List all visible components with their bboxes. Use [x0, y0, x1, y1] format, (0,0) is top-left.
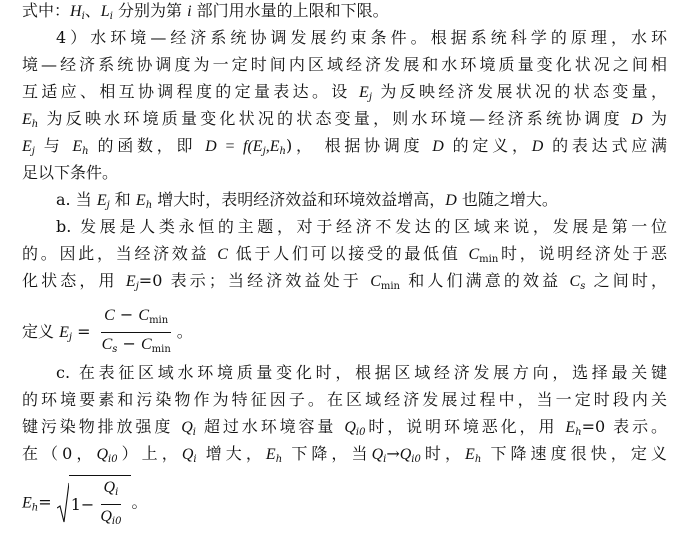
subscript: i	[193, 454, 197, 465]
text-span: 之间时，	[593, 271, 667, 290]
fraction-numerator: $C - C_{min}$	[101, 306, 171, 333]
text-line-7	[22, 162, 667, 184]
var-e: E	[72, 138, 83, 155]
var-e: E	[135, 192, 146, 209]
text-span: 时，	[420, 444, 466, 463]
subscript: min	[479, 254, 499, 265]
text-line-4	[22, 81, 667, 109]
text-span: 4）水环境—经济系统协调发展约束条件。根据系统科学的原理，水环	[56, 28, 667, 47]
subscript: j	[135, 281, 139, 292]
subscript: h	[474, 454, 482, 465]
var-e: E	[22, 138, 32, 155]
var-q: Q	[181, 446, 194, 463]
text-span: 增大时，表明经济效益和环境效益增高，	[157, 190, 446, 209]
text-span: =	[38, 492, 52, 512]
text-span: 时，说明经济处于恶	[498, 244, 667, 263]
var-c: C	[370, 273, 381, 290]
subscript: i0	[355, 427, 366, 438]
text-span: 足以下条件。	[22, 163, 119, 182]
fraction-ej	[99, 306, 174, 359]
text-span: =0 表示。	[581, 417, 667, 436]
text-span: 。	[176, 322, 193, 341]
subscript: i0	[108, 454, 118, 465]
text-span: 下降速度很快，定义	[490, 444, 667, 463]
subscript: i	[383, 454, 387, 465]
subscript: j	[106, 200, 110, 211]
text-span: 和人们满意的效益	[408, 271, 562, 290]
text-span: 增大，	[205, 444, 266, 463]
text-line-13	[22, 362, 667, 384]
var-e: E	[465, 446, 475, 463]
var-l: L	[100, 3, 110, 20]
text-line-12	[22, 306, 667, 360]
text-span: 和	[114, 190, 131, 209]
text-line-3	[22, 54, 667, 76]
var-e: E	[22, 111, 32, 128]
text-line-11	[22, 270, 667, 298]
var-h: H	[70, 3, 82, 20]
text-span: ， 根据协调度	[292, 136, 424, 155]
text-span: 也随之增大。	[461, 190, 558, 209]
text-line-2	[22, 27, 667, 49]
text-span: 为反映经济发展状况的状态变量，	[380, 82, 667, 101]
var-e: E	[125, 273, 136, 290]
var-d: D	[531, 138, 544, 155]
text-span: b. 发展是人类永恒的主题，对于经济不发达的区域来说，发展是第一位	[56, 217, 667, 236]
var-d: D	[432, 138, 444, 155]
formula-d: D = f(E	[205, 138, 263, 155]
text-span: 境—经济系统协调度为一定时间内区域经济发展和水环境质量变化状况之间相	[22, 55, 667, 74]
var-e: E	[359, 84, 369, 101]
text-span: a. 当	[56, 190, 92, 209]
var-q: Q	[371, 446, 384, 463]
var-i: i	[187, 3, 192, 20]
text-span: 的定义，	[452, 136, 532, 155]
text-span: 的环境要素和污染物作为特征因子。在区域经济发展过程中，当一定时段内关	[22, 390, 667, 409]
subscript: j	[68, 332, 72, 343]
text-span: 分别为第	[118, 1, 183, 20]
text-span: c. 在表征区域水环境质量变化时，根据区域经济发展方向，选择最关键	[56, 363, 667, 382]
text-span: 的函数，即	[97, 136, 197, 155]
fraction-denominator: $C_s - C_{min}$	[101, 334, 171, 355]
subscript: h	[575, 427, 582, 438]
text-span: 低于人们可以接受的最低值	[235, 244, 461, 263]
var-q: Q	[96, 446, 108, 463]
var-e: E	[565, 419, 576, 436]
text-span: 互适应、相互协调程度的定量表达。设	[22, 82, 351, 101]
text-span: 、	[84, 1, 101, 20]
subscript: h	[275, 454, 283, 465]
var-d: D	[631, 111, 643, 128]
text-line-5	[22, 108, 667, 136]
var-q: Q	[344, 419, 356, 436]
text-span: 为反映水环境质量变化状况的状态变量，则水环境—经济系统协调度	[46, 109, 623, 128]
text-span: 时，说明环境恶化，用	[365, 417, 558, 436]
text-span: 超过水环境容量	[203, 417, 337, 436]
text-line-1	[22, 0, 667, 28]
text-span: =	[77, 322, 91, 341]
var-c: C	[468, 246, 480, 263]
var-d: D	[445, 192, 457, 209]
var-e: E	[96, 192, 107, 209]
text-span: =0 表示；当经济效益处于	[138, 271, 362, 290]
subscript: i	[192, 427, 196, 438]
text-span: 定义	[22, 322, 55, 341]
text-line-15	[22, 416, 667, 444]
text-line-16	[22, 443, 667, 471]
text-span: 式中：	[22, 1, 71, 20]
var-q: Q	[181, 419, 193, 436]
text-line-6	[22, 135, 667, 163]
text-line-14	[22, 389, 667, 411]
text-span: 1−	[70, 494, 95, 514]
sqrt-expression	[57, 475, 132, 531]
subscript: i	[81, 11, 85, 22]
subscript: j	[262, 146, 266, 157]
var-e: E	[59, 324, 69, 341]
subscript: j	[31, 146, 35, 157]
text-line-9	[22, 216, 667, 238]
radicand	[69, 475, 132, 531]
text-span: 。	[131, 492, 148, 512]
subscript: h	[31, 502, 39, 514]
var-e: E	[22, 494, 32, 512]
radical-sign-icon	[57, 482, 69, 524]
text-span: ）上，	[117, 444, 182, 463]
subscript: h	[82, 146, 89, 157]
text-span: 的。因此，当经济效益	[22, 244, 210, 263]
var-c: C	[569, 273, 581, 290]
fraction-q: $\frac{Q_i}{Q_{i0}}$	[100, 479, 122, 527]
text-span: 为	[650, 109, 667, 128]
subscript: j	[368, 92, 372, 103]
var-c: C	[217, 246, 228, 263]
subscript: h	[31, 119, 39, 130]
subscript: i0	[411, 454, 421, 465]
text-span: 键污染物排放强度	[22, 417, 174, 436]
text-line-8	[22, 189, 667, 217]
var-e: E	[265, 446, 276, 463]
subscript: i	[109, 11, 113, 22]
text-line-10	[22, 243, 667, 271]
text-span: 化状态，用	[22, 271, 118, 290]
formula-part: ,E	[265, 138, 280, 155]
subscript: min	[380, 281, 400, 292]
text-span: 在（0，	[22, 444, 97, 463]
var-q: Q	[399, 446, 412, 463]
text-span: 与	[43, 136, 64, 155]
text-line-17	[22, 475, 667, 533]
subscript: s	[580, 281, 586, 292]
subscript: h	[279, 146, 286, 157]
text-span: 的表达式应满	[552, 136, 667, 155]
text-span: 部门用水量的上限和下限。	[196, 1, 389, 20]
text-span: 下降，当	[291, 444, 372, 463]
formula-part: )	[285, 136, 293, 155]
arrow-symbol: →	[386, 444, 400, 463]
subscript: h	[145, 200, 153, 211]
